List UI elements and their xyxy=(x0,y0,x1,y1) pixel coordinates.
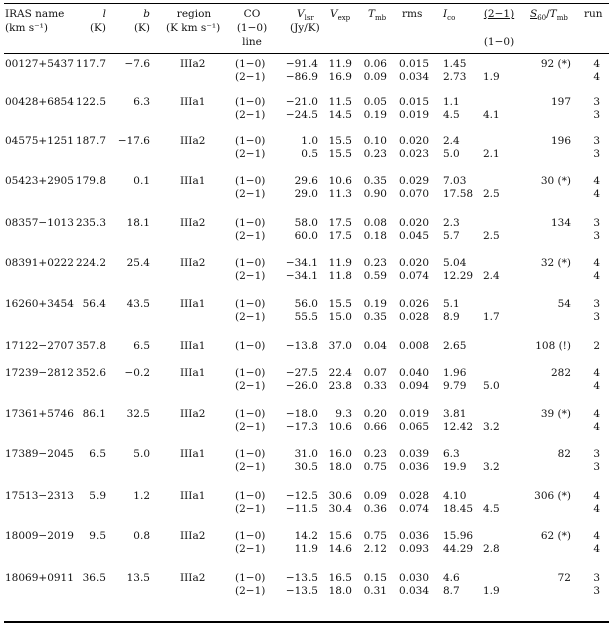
cell-run: 2 xyxy=(593,340,600,352)
header-co-line2: line xyxy=(242,36,262,48)
cell-l: 357.8 xyxy=(75,340,106,352)
header-b: b xyxy=(143,8,150,20)
cell-s60: 282 xyxy=(550,367,571,379)
cell-tmb: 0.18 xyxy=(363,230,387,242)
cell-region: IIIa1 xyxy=(180,340,206,352)
header-run: run xyxy=(584,8,603,20)
header-vlsr-unit: (Jy/K) xyxy=(290,22,320,34)
cell-vexp: 17.5 xyxy=(328,217,352,229)
cell-b: 18.1 xyxy=(126,217,150,229)
cell-s60: 306 (*) xyxy=(534,490,571,502)
cell-run: 3 xyxy=(593,298,600,310)
cell-ico: 18.45 xyxy=(443,503,474,515)
cell-region: IIIa2 xyxy=(180,408,206,420)
cell-rms: 0.074 xyxy=(398,270,429,282)
cell-tmb: 0.35 xyxy=(363,311,387,323)
cell-rms: 0.094 xyxy=(398,380,429,392)
cell-b: 1.2 xyxy=(133,490,150,502)
cell-rms: 0.093 xyxy=(398,543,429,555)
cell-run: 3 xyxy=(593,230,600,242)
cell-run: 4 xyxy=(593,490,600,502)
cell-name: 04575+1251 xyxy=(5,135,74,147)
cell-vlsr: 0.5 xyxy=(301,148,318,160)
cell-run: 4 xyxy=(593,257,600,269)
cell-region: IIIa2 xyxy=(180,530,206,542)
cell-rms: 0.019 xyxy=(398,408,429,420)
cell-ico: 5.04 xyxy=(443,257,467,269)
cell-b: 6.5 xyxy=(133,340,150,352)
cell-tmb: 0.23 xyxy=(363,148,387,160)
cell-vexp: 11.8 xyxy=(328,270,352,282)
cell-line: (1−0) xyxy=(235,530,266,542)
cell-l: 224.2 xyxy=(75,257,106,269)
cell-run: 4 xyxy=(593,270,600,282)
cell-ico: 1.45 xyxy=(443,58,467,70)
cell-name: 17513−2313 xyxy=(5,490,74,502)
cell-ico: 1.1 xyxy=(443,96,460,108)
cell-tmb: 0.10 xyxy=(363,135,387,147)
top-rule xyxy=(4,3,609,4)
cell-b: 43.5 xyxy=(126,298,150,310)
cell-ico: 1.96 xyxy=(443,367,467,379)
cell-rms: 0.026 xyxy=(398,298,429,310)
cell-vlsr: −13.8 xyxy=(285,340,318,352)
cell-run: 4 xyxy=(593,503,600,515)
cell-vexp: 22.4 xyxy=(328,367,352,379)
cell-l: 6.5 xyxy=(89,448,106,460)
cell-b: 6.3 xyxy=(133,96,150,108)
cell-line: (1−0) xyxy=(235,490,266,502)
cell-rms: 0.065 xyxy=(398,421,429,433)
cell-vlsr: 60.0 xyxy=(294,230,318,242)
cell-line: (2−1) xyxy=(235,311,266,323)
cell-ico: 17.58 xyxy=(443,188,474,200)
cell-ico: 2.4 xyxy=(443,135,460,147)
cell-line: (2−1) xyxy=(235,543,266,555)
cell-b: 32.5 xyxy=(126,408,150,420)
cell-ico: 12.42 xyxy=(443,421,474,433)
cell-tmb: 0.90 xyxy=(363,188,387,200)
cell-ico: 5.7 xyxy=(443,230,460,242)
cell-rms: 0.015 xyxy=(398,96,429,108)
cell-line: (2−1) xyxy=(235,585,266,597)
cell-vexp: 11.3 xyxy=(328,188,352,200)
cell-region: IIIa1 xyxy=(180,490,206,502)
cell-vlsr: −18.0 xyxy=(285,408,318,420)
cell-rms: 0.034 xyxy=(398,585,429,597)
cell-vlsr: 14.2 xyxy=(294,530,318,542)
cell-run: 4 xyxy=(593,58,600,70)
cell-region: IIIa1 xyxy=(180,298,206,310)
cell-vexp: 11.9 xyxy=(328,58,352,70)
header-b-unit: (K) xyxy=(133,22,150,34)
cell-tmb: 0.59 xyxy=(363,270,387,282)
cell-run: 4 xyxy=(593,71,600,83)
cell-run: 3 xyxy=(593,461,600,473)
cell-l: 5.9 xyxy=(89,490,106,502)
cell-ratio: 3.2 xyxy=(483,461,500,473)
cell-tmb: 2.12 xyxy=(363,543,387,555)
cell-vlsr: −91.4 xyxy=(285,58,318,70)
cell-run: 3 xyxy=(593,148,600,160)
cell-line: (2−1) xyxy=(235,270,266,282)
cell-s60: 62 (*) xyxy=(540,530,571,542)
cell-line: (1−0) xyxy=(235,408,266,420)
header-ratio-top: (2−1) xyxy=(483,8,515,20)
header-co-line1: (1−0) xyxy=(236,22,268,34)
cell-ico: 3.81 xyxy=(443,408,467,420)
cell-vexp: 18.0 xyxy=(328,461,352,473)
header-rule xyxy=(4,53,609,54)
cell-rms: 0.015 xyxy=(398,58,429,70)
cell-rms: 0.045 xyxy=(398,230,429,242)
cell-vlsr: 11.9 xyxy=(294,543,318,555)
cell-region: IIIa2 xyxy=(180,257,206,269)
cell-b: −0.2 xyxy=(124,367,150,379)
cell-tmb: 0.05 xyxy=(363,96,387,108)
cell-line: (1−0) xyxy=(235,448,266,460)
cell-l: 187.7 xyxy=(75,135,106,147)
cell-ico: 4.6 xyxy=(443,572,460,584)
cell-region: IIIa1 xyxy=(180,367,206,379)
cell-ico: 7.03 xyxy=(443,175,467,187)
cell-rms: 0.039 xyxy=(398,448,429,460)
cell-ratio: 5.0 xyxy=(483,380,500,392)
cell-s60: 134 xyxy=(550,217,571,229)
cell-rms: 0.070 xyxy=(398,188,429,200)
cell-vlsr: −11.5 xyxy=(285,503,318,515)
cell-rms: 0.019 xyxy=(398,109,429,121)
cell-b: 25.4 xyxy=(126,257,150,269)
cell-ico: 5.0 xyxy=(443,148,460,160)
cell-vexp: 11.9 xyxy=(328,257,352,269)
header-region: region xyxy=(176,8,212,20)
cell-b: 5.0 xyxy=(133,448,150,460)
cell-rms: 0.030 xyxy=(398,572,429,584)
cell-vexp: 15.6 xyxy=(328,530,352,542)
header-vexp: $V_{exp}$ xyxy=(330,8,351,23)
cell-line: (1−0) xyxy=(235,175,266,187)
cell-run: 3 xyxy=(593,585,600,597)
header-l: l xyxy=(102,8,106,20)
cell-vlsr: −34.1 xyxy=(285,257,318,269)
cell-line: (1−0) xyxy=(235,572,266,584)
header-l-unit: (K) xyxy=(89,22,106,34)
cell-ico: 5.1 xyxy=(443,298,460,310)
cell-name: 08357−1013 xyxy=(5,217,74,229)
cell-line: (1−0) xyxy=(235,340,266,352)
cell-line: (1−0) xyxy=(235,298,266,310)
cell-vexp: 14.6 xyxy=(328,543,352,555)
cell-b: −7.6 xyxy=(124,58,150,70)
cell-rms: 0.040 xyxy=(398,367,429,379)
cell-tmb: 0.09 xyxy=(363,71,387,83)
cell-rms: 0.074 xyxy=(398,503,429,515)
cell-ico: 6.3 xyxy=(443,448,460,460)
cell-line: (2−1) xyxy=(235,421,266,433)
cell-vlsr: −26.0 xyxy=(285,380,318,392)
cell-line: (1−0) xyxy=(235,257,266,269)
cell-s60: 108 (!) xyxy=(535,340,571,352)
cell-vlsr: 55.5 xyxy=(294,311,318,323)
cell-run: 3 xyxy=(593,572,600,584)
cell-tmb: 0.19 xyxy=(363,109,387,121)
cell-vexp: 16.0 xyxy=(328,448,352,460)
cell-run: 4 xyxy=(593,175,600,187)
cell-name: 00428+6854 xyxy=(5,96,74,108)
cell-vlsr: −86.9 xyxy=(285,71,318,83)
cell-name: 17122−2707 xyxy=(5,340,74,352)
cell-ico: 2.3 xyxy=(443,217,460,229)
cell-region: IIIa1 xyxy=(180,96,206,108)
cell-rms: 0.036 xyxy=(398,530,429,542)
cell-tmb: 0.23 xyxy=(363,448,387,460)
cell-vlsr: 30.5 xyxy=(294,461,318,473)
cell-run: 3 xyxy=(593,96,600,108)
cell-vlsr: 56.0 xyxy=(294,298,318,310)
cell-run: 3 xyxy=(593,217,600,229)
cell-tmb: 0.75 xyxy=(363,530,387,542)
cell-vexp: 30.4 xyxy=(328,503,352,515)
header-co: CO xyxy=(243,8,261,20)
cell-vexp: 10.6 xyxy=(328,421,352,433)
cell-run: 4 xyxy=(593,543,600,555)
cell-region: IIIa2 xyxy=(180,58,206,70)
cell-name: 17239−2812 xyxy=(5,367,74,379)
cell-name: 08391+0222 xyxy=(5,257,74,269)
cell-ico: 12.29 xyxy=(443,270,474,282)
cell-vlsr: −24.5 xyxy=(285,109,318,121)
cell-b: 0.8 xyxy=(133,530,150,542)
cell-run: 3 xyxy=(593,311,600,323)
cell-tmb: 0.75 xyxy=(363,461,387,473)
cell-line: (1−0) xyxy=(235,217,266,229)
cell-ratio: 2.5 xyxy=(483,230,500,242)
cell-tmb: 0.19 xyxy=(363,298,387,310)
cell-l: 235.3 xyxy=(75,217,106,229)
cell-line: (1−0) xyxy=(235,96,266,108)
cell-vexp: 15.0 xyxy=(328,311,352,323)
cell-ico: 4.10 xyxy=(443,490,467,502)
cell-rms: 0.008 xyxy=(398,340,429,352)
cell-s60: 32 (*) xyxy=(540,257,571,269)
cell-vlsr: −12.5 xyxy=(285,490,318,502)
cell-run: 4 xyxy=(593,380,600,392)
cell-s60: 39 (*) xyxy=(540,408,571,420)
cell-ico: 15.96 xyxy=(443,530,474,542)
cell-ratio: 2.5 xyxy=(483,188,500,200)
cell-l: 117.7 xyxy=(75,58,106,70)
cell-rms: 0.020 xyxy=(398,257,429,269)
cell-line: (2−1) xyxy=(235,380,266,392)
cell-name: 17389−2045 xyxy=(5,448,74,460)
cell-region: IIIa1 xyxy=(180,448,206,460)
cell-vlsr: 29.6 xyxy=(294,175,318,187)
cell-ratio: 4.1 xyxy=(483,109,500,121)
cell-vexp: 10.6 xyxy=(328,175,352,187)
cell-s60: 72 xyxy=(557,572,571,584)
cell-vlsr: 29.0 xyxy=(294,188,318,200)
cell-ico: 19.9 xyxy=(443,461,467,473)
cell-line: (2−1) xyxy=(235,503,266,515)
cell-run: 3 xyxy=(593,135,600,147)
cell-s60: 92 (*) xyxy=(540,58,571,70)
cell-vexp: 16.5 xyxy=(328,572,352,584)
cell-vexp: 11.5 xyxy=(328,96,352,108)
cell-b: −17.6 xyxy=(117,135,150,147)
cell-run: 3 xyxy=(593,109,600,121)
cell-tmb: 0.07 xyxy=(363,367,387,379)
cell-ratio: 2.1 xyxy=(483,148,500,160)
cell-name: 05423+2905 xyxy=(5,175,74,187)
cell-b: 0.1 xyxy=(133,175,150,187)
cell-run: 4 xyxy=(593,421,600,433)
cell-ratio: 3.2 xyxy=(483,421,500,433)
cell-rms: 0.028 xyxy=(398,490,429,502)
cell-s60: 30 (*) xyxy=(540,175,571,187)
cell-s60: 196 xyxy=(550,135,571,147)
cell-ico: 2.65 xyxy=(443,340,467,352)
cell-line: (2−1) xyxy=(235,148,266,160)
cell-line: (2−1) xyxy=(235,71,266,83)
bottom-rule xyxy=(4,621,609,623)
cell-rms: 0.036 xyxy=(398,461,429,473)
cell-l: 179.8 xyxy=(75,175,106,187)
cell-line: (2−1) xyxy=(235,230,266,242)
header-s60: $S_{60}/T_{mb}$ xyxy=(530,8,568,23)
cell-ico: 8.7 xyxy=(443,585,460,597)
cell-vlsr: −21.0 xyxy=(285,96,318,108)
cell-line: (1−0) xyxy=(235,58,266,70)
cell-vexp: 23.8 xyxy=(328,380,352,392)
cell-run: 4 xyxy=(593,188,600,200)
header-region-unit: (K km s⁻¹) xyxy=(166,22,221,34)
cell-tmb: 0.33 xyxy=(363,380,387,392)
cell-line: (1−0) xyxy=(235,367,266,379)
cell-ratio: 1.9 xyxy=(483,71,500,83)
cell-name: 00127+5437 xyxy=(5,58,74,70)
cell-vexp: 14.5 xyxy=(328,109,352,121)
cell-rms: 0.023 xyxy=(398,148,429,160)
cell-vlsr: −13.5 xyxy=(285,572,318,584)
cell-rms: 0.029 xyxy=(398,175,429,187)
header-name: IRAS name xyxy=(5,8,65,20)
cell-ico: 2.73 xyxy=(443,71,467,83)
cell-tmb: 0.66 xyxy=(363,421,387,433)
cell-tmb: 0.09 xyxy=(363,490,387,502)
cell-line: (1−0) xyxy=(235,135,266,147)
cell-run: 4 xyxy=(593,408,600,420)
cell-line: (2−1) xyxy=(235,188,266,200)
cell-vexp: 30.6 xyxy=(328,490,352,502)
cell-rms: 0.020 xyxy=(398,217,429,229)
header-ico: $I_{co}$ xyxy=(443,8,456,23)
cell-ratio: 2.8 xyxy=(483,543,500,555)
cell-region: IIIa2 xyxy=(180,217,206,229)
cell-region: IIIa2 xyxy=(180,572,206,584)
cell-vexp: 15.5 xyxy=(328,148,352,160)
cell-l: 352.6 xyxy=(75,367,106,379)
cell-region: IIIa2 xyxy=(180,135,206,147)
cell-vexp: 17.5 xyxy=(328,230,352,242)
cell-vlsr: −13.5 xyxy=(285,585,318,597)
cell-vlsr: 31.0 xyxy=(294,448,318,460)
cell-rms: 0.028 xyxy=(398,311,429,323)
cell-run: 4 xyxy=(593,530,600,542)
cell-l: 36.5 xyxy=(82,572,106,584)
cell-s60: 197 xyxy=(550,96,571,108)
cell-tmb: 0.06 xyxy=(363,58,387,70)
cell-run: 4 xyxy=(593,367,600,379)
cell-vexp: 18.0 xyxy=(328,585,352,597)
cell-vlsr: 1.0 xyxy=(301,135,318,147)
cell-region: IIIa1 xyxy=(180,175,206,187)
cell-l: 9.5 xyxy=(89,530,106,542)
header-rms: rms xyxy=(402,8,423,20)
cell-tmb: 0.31 xyxy=(363,585,387,597)
cell-ico: 9.79 xyxy=(443,380,467,392)
cell-tmb: 0.36 xyxy=(363,503,387,515)
cell-vlsr: −34.1 xyxy=(285,270,318,282)
cell-tmb: 0.23 xyxy=(363,257,387,269)
cell-s60: 82 xyxy=(557,448,571,460)
header-vlsr: $V_{lsr}$ xyxy=(297,8,314,23)
cell-name: 17361+5746 xyxy=(5,408,74,420)
cell-vexp: 15.5 xyxy=(328,135,352,147)
cell-tmb: 0.15 xyxy=(363,572,387,584)
cell-b: 13.5 xyxy=(126,572,150,584)
cell-run: 3 xyxy=(593,448,600,460)
header-name-unit: (km s⁻¹) xyxy=(5,22,48,34)
header-ratio-bottom: (1−0) xyxy=(483,36,515,48)
cell-tmb: 0.35 xyxy=(363,175,387,187)
cell-ratio: 1.7 xyxy=(483,311,500,323)
cell-name: 18009−2019 xyxy=(5,530,74,542)
cell-ico: 44.29 xyxy=(443,543,474,555)
cell-ico: 4.5 xyxy=(443,109,460,121)
cell-line: (2−1) xyxy=(235,461,266,473)
cell-vlsr: −17.3 xyxy=(285,421,318,433)
cell-s60: 54 xyxy=(557,298,571,310)
cell-rms: 0.034 xyxy=(398,71,429,83)
cell-ratio: 4.5 xyxy=(483,503,500,515)
cell-l: 56.4 xyxy=(82,298,106,310)
cell-tmb: 0.04 xyxy=(363,340,387,352)
cell-line: (2−1) xyxy=(235,109,266,121)
cell-ico: 8.9 xyxy=(443,311,460,323)
cell-ratio: 1.9 xyxy=(483,585,500,597)
cell-vexp: 37.0 xyxy=(328,340,352,352)
cell-vexp: 16.9 xyxy=(328,71,352,83)
cell-ratio: 2.4 xyxy=(483,270,500,282)
cell-name: 16260+3454 xyxy=(5,298,74,310)
cell-vlsr: −27.5 xyxy=(285,367,318,379)
header-tmb: $T_{mb}$ xyxy=(368,8,387,23)
cell-vexp: 9.3 xyxy=(335,408,352,420)
cell-rms: 0.020 xyxy=(398,135,429,147)
cell-l: 122.5 xyxy=(75,96,106,108)
cell-vexp: 15.5 xyxy=(328,298,352,310)
cell-tmb: 0.20 xyxy=(363,408,387,420)
cell-name: 18069+0911 xyxy=(5,572,74,584)
cell-vlsr: 58.0 xyxy=(294,217,318,229)
cell-tmb: 0.08 xyxy=(363,217,387,229)
cell-l: 86.1 xyxy=(82,408,106,420)
